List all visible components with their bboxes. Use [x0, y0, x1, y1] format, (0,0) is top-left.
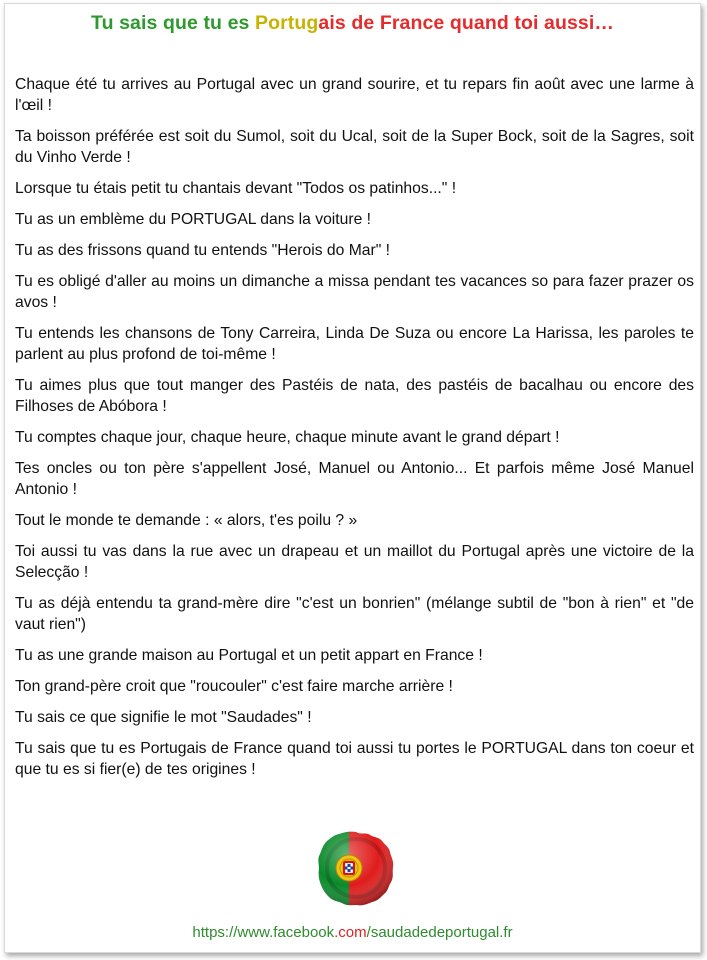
list-item: Tes oncles ou ton père s'appellent José, Manuel ou Antonio... Et parfois même José Manuel Antonio ! [15, 460, 694, 498]
page-title [5, 12, 700, 35]
footer-url-part: /saudadedeportugal.fr [366, 924, 513, 941]
list-item: Tu as des frissons quand tu entends "Herois do Mar" ! [15, 242, 391, 259]
item-list [15, 74, 694, 790]
list-item: Tu es obligé d'aller au moins un dimanche a missa pendant tes vacances so para fazer prazer os avos ! [15, 273, 694, 311]
list-item: Tu as déjà entendu ta grand-mère dire "c'est un bonrien" (mélange subtil de "bon à rien" et "de vaut rien") [15, 595, 694, 633]
portugal-flag-wax-seal-icon [317, 830, 395, 906]
list-item: Lorsque tu étais petit tu chantais devant "Todos os patinhos..." ! [15, 180, 457, 197]
list-item: Tu entends les chansons de Tony Carreira, Linda De Suza ou encore La Harissa, les paroles te parlent au plus profond de toi-même ! [15, 325, 694, 363]
list-item: Ton grand-père croit que "roucouler" c'est faire marche arrière ! [15, 678, 453, 695]
footer-url-part: https://www.facebook [192, 924, 335, 941]
list-item: Chaque été tu arrives au Portugal avec un grand sourire, et tu repars fin août avec une larme à l'œil ! [15, 76, 694, 114]
list-item: Tu as un emblème du PORTUGAL dans la voiture ! [15, 211, 372, 228]
title-part-green: Tu sais que tu es [91, 12, 255, 34]
list-item: Tu as une grande maison au Portugal et un petit appart en France ! [15, 647, 483, 664]
list-item: Ta boisson préférée est soit du Sumol, soit du Ucal, soit de la Super Bock, soit de la Sagres, soit du Vinho Verde ! [15, 128, 694, 166]
facebook-link[interactable] [5, 924, 700, 941]
title-part-red: ais de France quand toi aussi… [318, 12, 614, 34]
title-part-yellow: Portug [254, 12, 319, 34]
poster-page [4, 3, 701, 953]
list-item: Tu aimes plus que tout manger des Pastéis de nata, des pastéis de bacalhau ou encore des Filhoses de Abóbora ! [15, 377, 694, 415]
list-item: Tu comptes chaque jour, chaque heure, chaque minute avant le grand départ ! [15, 429, 560, 446]
list-item: Tout le monde te demande : « alors, t'es poilu ? » [15, 512, 358, 529]
list-item: Tu sais que tu es Portugais de France quand toi aussi tu portes le PORTUGAL dans ton coeur et que tu es si fier(e) de tes origines ! [15, 740, 694, 778]
list-item: Toi aussi tu vas dans la rue avec un drapeau et un maillot du Portugal après une victoire de la Selecção ! [15, 543, 694, 581]
list-item: Tu sais ce que signifie le mot "Saudades" ! [15, 709, 312, 726]
footer-url-part: .com [334, 924, 367, 941]
